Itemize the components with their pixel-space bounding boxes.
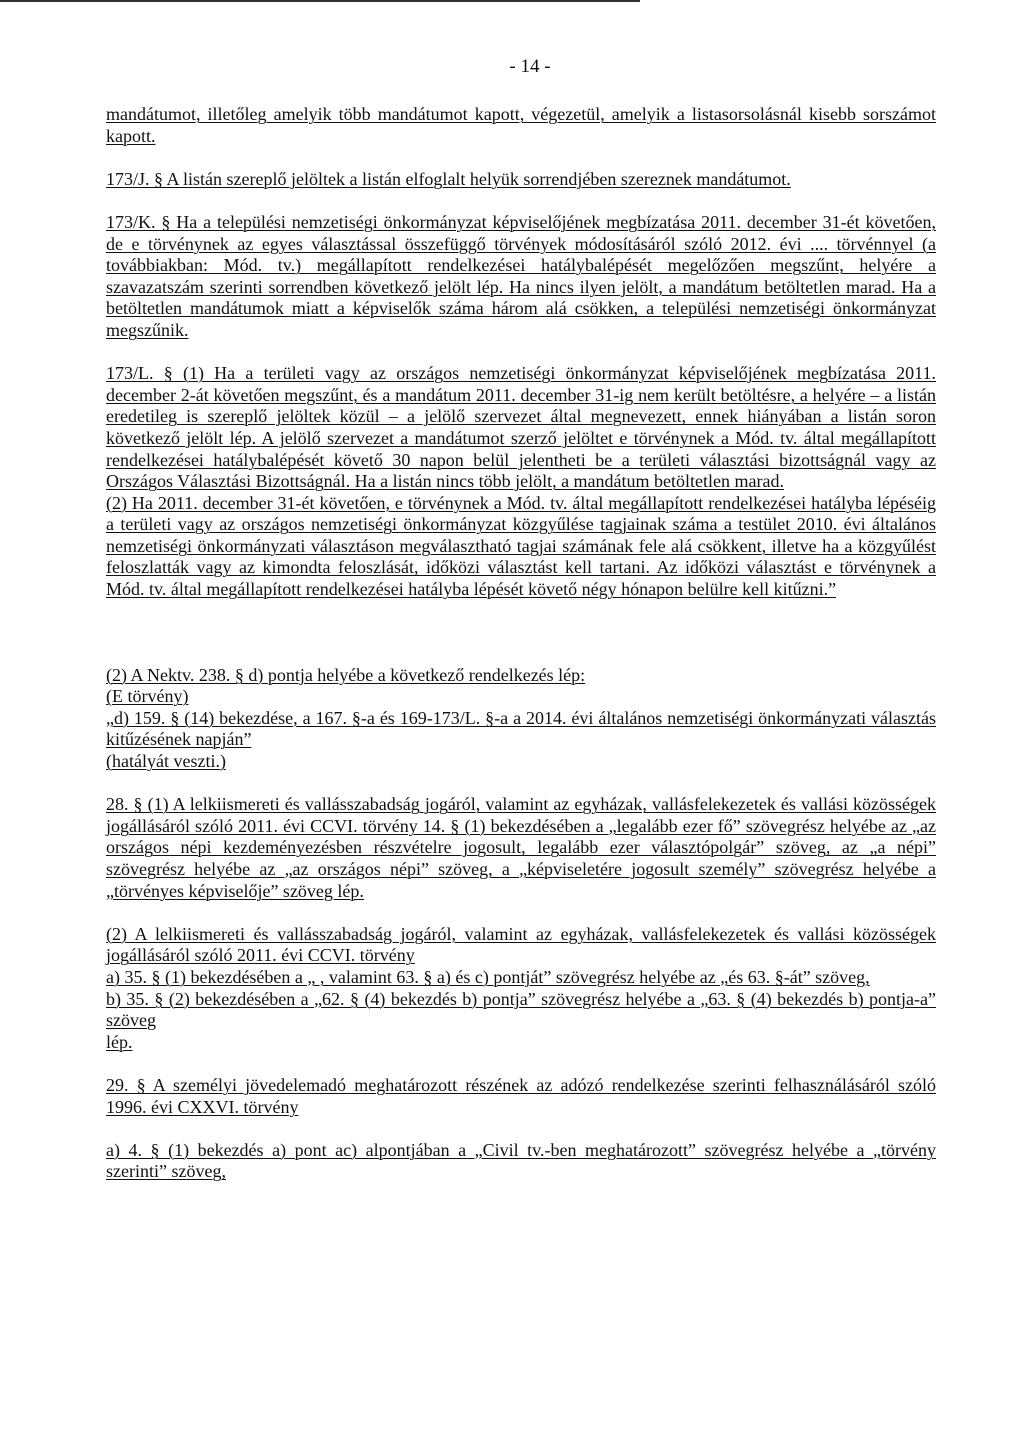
paragraph-nektv-amendment-context: (E törvény) — [106, 686, 189, 707]
paragraph-section-28-2-intro: (2) A lelkiismereti és vallásszabadság jogáról, valamint az egyházak, vallásfelekezetek és vallási közösségek jogállásáról szóló 2011. évi CCVI. törvény — [106, 923, 936, 966]
paragraph-nektv-amendment-text: „d) 159. § (14) bekezdése, a 167. §-a és 169-173/L. §-a a 2014. évi általános nemzetiségi önkormányzati választás kitűzésének napján” — [106, 707, 936, 750]
paragraph-section-29-a: a) 4. § (1) bekezdés a) pont ac) alpontjában a „Civil tv.-ben meghatározott” szövegrész helyébe a „törvény szerinti” szöveg, — [106, 1139, 936, 1182]
document-body — [106, 104, 936, 1183]
paragraph-nektv-amendment-intro: (2) A Nektv. 238. § d) pontja helyébe a következő rendelkezés lép: — [106, 664, 586, 685]
top-rule — [0, 0, 640, 2]
paragraph-173-l-2: (2) Ha 2011. december 31-ét követően, e törvénynek a Mód. tv. által megállapított rendelkezései hatályba lépéséig a területi vagy az országos nemzetiségi önkormányzat közgyűlése tagjainak száma a testület 2010. évi általános nemzetiségi önkormányzati választáson megválasztható tagjai számának fele alá csökkent, illetve ha a közgyűlést feloszlatták vagy az kimondta feloszlását, időközi választást kell tartani. Az időközi választást e törvénynek a Mód. tv. által megállapított rendelkezései hatályba lépését követő négy hónapon belülre kell kitűzni.” — [106, 492, 936, 600]
paragraph-nektv-amendment-close: (hatályát veszti.) — [106, 751, 226, 772]
paragraph-section-28-2-b: b) 35. § (2) bekezdésében a „62. § (4) bekezdés b) pontja” szövegrész helyébe a „63. § (4) bekezdés b) pontja-a” szöveg — [106, 988, 936, 1031]
paragraph-section-28-1: 28. § (1) A lelkiismereti és vallásszabadság jogáról, valamint az egyházak, vallásfelekezetek és vallási közösségek jogállásáról szóló 2011. évi CCVI. törvény 14. § (1) bekezdésében a „legalább ezer fő” szövegrész helyébe az „az országos népi kezdeményezésben részvételre jogosult, legalább ezer választópolgár” szöveg, az „a népi” szövegrész helyébe az „az országos népi” szöveg, a „képviseletére jogosult személy” szövegrész helyébe a „törvényes képviselője” szöveg lép. — [106, 794, 936, 901]
paragraph-section-28-2-a: a) 35. § (1) bekezdésében a „ , valamint 63. § a) és c) pontját” szövegrész helyébe az „és 63. §-át” szöveg, — [106, 966, 870, 987]
paragraph-section-29: 29. § A személyi jövedelemadó meghatározott részének az adózó rendelkezése szerinti felhasználásáról szóló 1996. évi CXXVI. törvény — [106, 1074, 936, 1117]
paragraph-mandate-continuation: mandátumot, illetőleg amelyik több mandátumot kapott, végezetül, amelyik a listasorsolásnál kisebb sorszámot kapott. — [106, 104, 936, 146]
page-number: - 14 - — [509, 56, 551, 77]
paragraph-173-l-1: 173/L. § (1) Ha a területi vagy az országos nemzetiségi önkormányzat képviselőjének megbízatása 2011. december 2-át követően megszűnt, és a mandátum 2011. december 31-ig nem került betöltésre, a helyére – a listán eredetileg is szereplő jelöltek közül – a jelölő szervezet által megnevezett, ennek hiányában a listán soron következő jelölt lép. A jelölő szervezet a mandátumot szerző jelöltet e törvénynek a Mód. tv. által megállapított rendelkezései hatálybalépését követő 30 napon belül jelentheti be a területi választási bizottságnál vagy az Országos Választási Bizottságnál. Ha a listán nincs több jelölt, a mandátum betöltetlen marad. — [106, 363, 936, 492]
paragraph-173-k: 173/K. § Ha a települési nemzetiségi önkormányzat képviselőjének megbízatása 2011. december 31-ét követően, de e törvénynek az egyes választással összefüggő törvények módosításáról szóló 2012. évi .... törvénnyel (a továbbiakban: Mód. tv.) megállapított rendelkezései hatálybalépését megelőzően megszűnt, helyére a szavazatszám szerinti sorrendben következő jelölt lép. Ha nincs ilyen jelölt, a mandátum betöltetlen marad. Ha a betöltetlen mandátumok miatt a képviselők száma három alá csökken, a települési nemzetiségi önkormányzat megszűnik. — [106, 211, 936, 340]
paragraph-173-j: 173/J. § A listán szereplő jelöltek a listán elfoglalt helyük sorrendjében szereznek mandátumot. — [106, 168, 791, 189]
paragraph-section-28-2-close: lép. — [106, 1031, 133, 1052]
